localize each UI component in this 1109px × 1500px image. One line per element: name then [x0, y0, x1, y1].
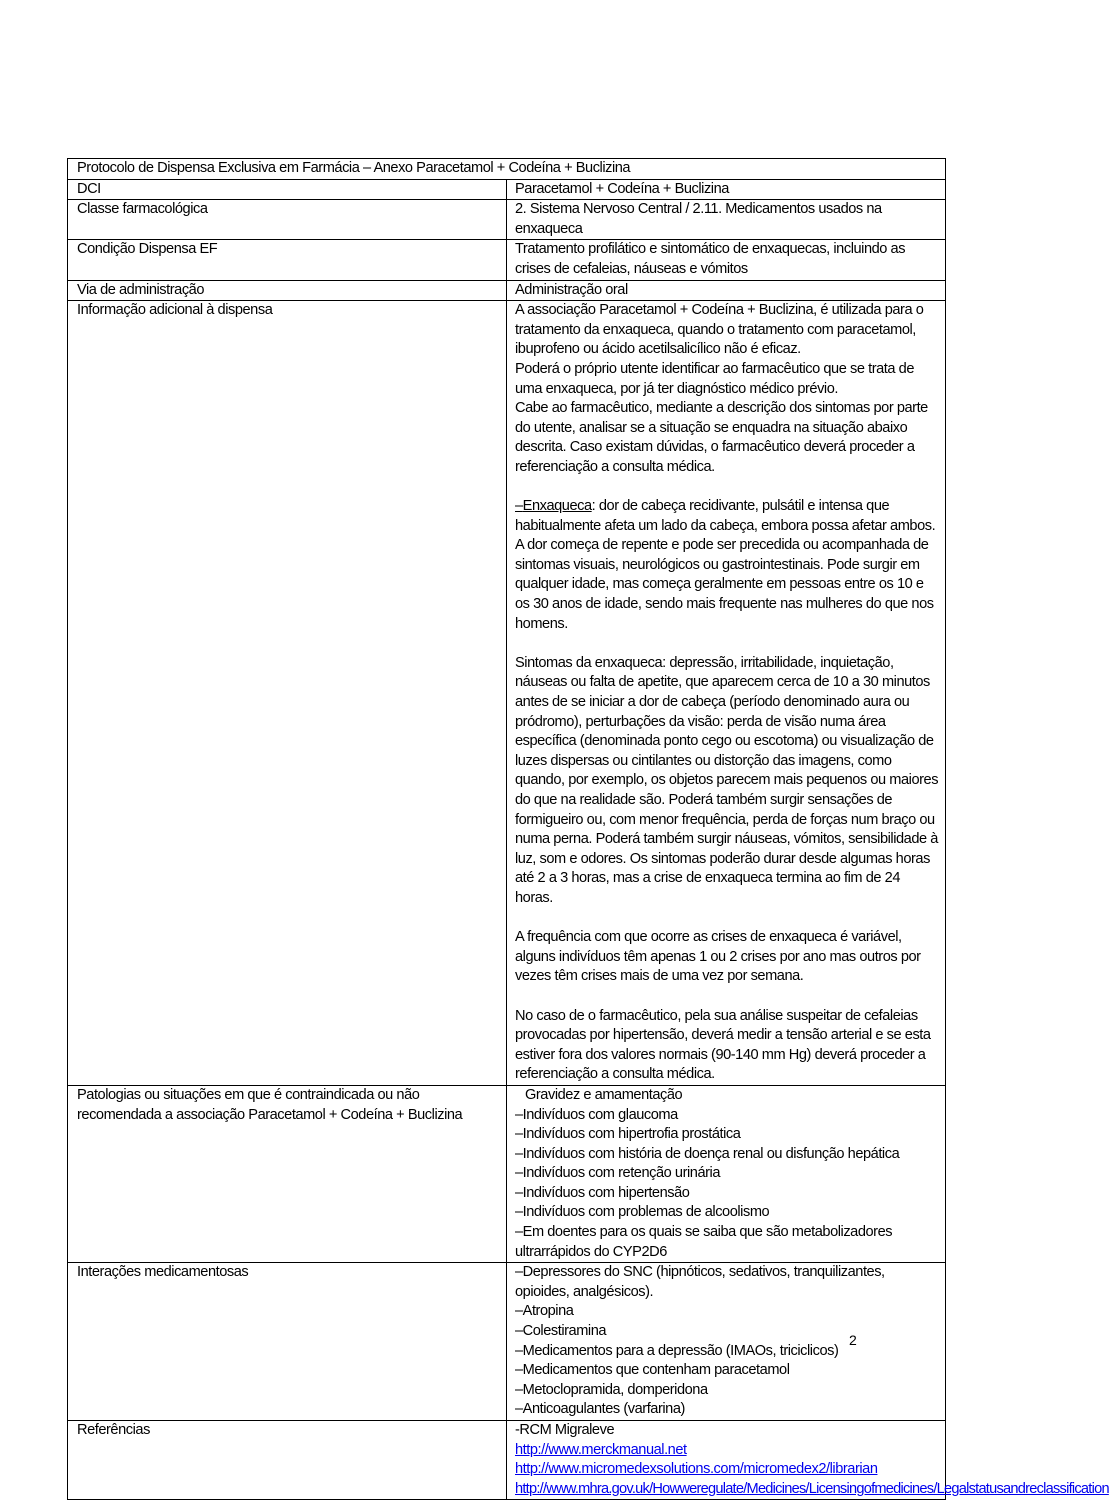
- row-label-dci: DCI: [68, 179, 507, 200]
- row-value-interacoes: [507, 1263, 946, 1421]
- list-item: –Colestiramina: [515, 1323, 607, 1340]
- reference-text: -RCM Migraleve: [515, 1422, 615, 1438]
- list-item: –Metoclopramida, domperidona: [515, 1381, 708, 1398]
- row-value-classe: 2. Sistema Nervoso Central / 2.11. Medicamentos usados na enxaqueca: [507, 200, 946, 240]
- info-paragraph-enxaqueca: [515, 497, 941, 634]
- page-number: 2: [849, 1332, 857, 1348]
- row-label-patologias: Patologias ou situações em que é contraindicada ou não recomendada a associação Paracetamol + Codeína + Buclizina: [68, 1085, 507, 1262]
- list-item: –Medicamentos que contenham paracetamol: [515, 1362, 790, 1379]
- protocol-table: [67, 158, 1109, 1500]
- info-paragraph-frequencia: A frequência com que ocorre as crises de enxaqueca é variável, alguns indivíduos têm apenas 1 ou 2 crises por ano mas outros por vezes têm crises mais de uma vez por semana.: [515, 929, 921, 985]
- row-label-via: Via de administração: [68, 280, 507, 301]
- table-row-referencias: [68, 1421, 946, 1500]
- row-label-referencias: Referências: [68, 1421, 507, 1500]
- row-label-interacoes: Interações medicamentosas: [68, 1263, 507, 1421]
- row-label-informacao: Informação adicional à dispensa: [68, 301, 507, 1086]
- list-item: –Atropina: [515, 1303, 574, 1320]
- table-title: Protocolo de Dispensa Exclusiva em Farmácia – Anexo Paracetamol + Codeína + Buclizina: [68, 159, 946, 180]
- paragraph-spacer: [515, 987, 941, 1007]
- reference-link-mhra[interactable]: http://www.mhra.gov.uk/Howweregulate/Medicines/Licensingofmedicines/Legalstatusandreclassification: [515, 1480, 1109, 1497]
- table-row-condicao: [68, 240, 946, 280]
- table-row-patologias: [68, 1085, 946, 1262]
- info-paragraph-hipertensao: No caso de o farmacêutico, pela sua análise suspeitar de cefaleias provocadas por hipertensão, deverá medir a tensão arterial e se esta estiver fora dos valores normais (90-140 mm Hg) deverá proceder a referenciação a consulta médica.: [515, 1007, 931, 1083]
- paragraph-spacer: [515, 634, 941, 654]
- info-paragraph-2: Poderá o próprio utente identificar ao farmacêutico que se trata de uma enxaqueca, por já ter diagnóstico médico prévio.: [515, 360, 915, 397]
- row-value-patologias: [507, 1085, 946, 1262]
- enxaqueca-term: Enxaqueca: [522, 498, 592, 515]
- row-value-dci: Paracetamol + Codeína + Buclizina: [507, 179, 946, 200]
- list-item: –Indivíduos com retenção urinária: [515, 1165, 720, 1182]
- table-row-classe: [68, 200, 946, 240]
- table-row-interacoes: [68, 1263, 946, 1421]
- list-item: –Medicamentos para a depressão (IMAOs, triciclicos): [515, 1342, 839, 1359]
- enxaqueca-prefix: –: [515, 498, 523, 515]
- row-label-classe: Classe farmacológica: [68, 200, 507, 240]
- row-value-via: Administração oral: [507, 280, 946, 301]
- reference-link-merck[interactable]: http://www.merckmanual.net: [515, 1441, 687, 1458]
- info-paragraph-sintomas: Sintomas da enxaqueca: depressão, irritabilidade, inquietação, náuseas ou falta de apetite, que aparecem cerca de 10 a 30 minutos antes de se iniciar a dor de cabeça (período denominado aura ou pródromo), perturbações da visão: perda de visão numa área específica (denominada ponto cego ou escotoma) ou visualização de luzes dispersas ou cintilantes ou distorção das imagens, como quando, por exemplo, os objetos parecem mais pequenos ou maiores do que na realidade são. Poderá também surgir sensações de formigueiro ou, com menor frequência, perda de forças num braço ou numa perna. Poderá também surgir náuseas, vómitos, sensibilidade à luz, som e odores. Os sintomas poderão durar desde algumas horas até 2 a 3 horas, mas a crise de enxaqueca termina ao fim de 24 horas.: [515, 654, 939, 906]
- row-value-condicao: Tratamento profilático e sintomático de enxaquecas, incluindo as crises de cefaleias, náuseas e vómitos: [507, 240, 946, 280]
- row-label-condicao: Condição Dispensa EF: [68, 240, 507, 280]
- list-item: Gravidez e amamentação: [525, 1086, 683, 1103]
- list-item: –Indivíduos com hipertrofia prostática: [515, 1126, 741, 1143]
- info-paragraph-3: Cabe ao farmacêutico, mediante a descrição dos sintomas por parte do utente, analisar se a situação se enquadra na situação abaixo descrita. Caso existam dúvidas, o farmacêutico deverá proceder a referenciação a consulta médica.: [515, 400, 928, 475]
- paragraph-spacer: [515, 909, 941, 929]
- list-item: –Indivíduos com glaucoma: [515, 1106, 678, 1123]
- table-title-row: [68, 159, 946, 180]
- table-row-via: [68, 280, 946, 301]
- info-paragraph-1: A associação Paracetamol + Codeína + Buclizina, é utilizada para o tratamento da enxaqueca, quando o tratamento com paracetamol, ibuprofeno ou ácido acetilsalicílico não é eficaz.: [515, 302, 924, 358]
- list-item: –Indivíduos com hipertensão: [515, 1184, 690, 1201]
- list-item: –Indivíduos com história de doença renal ou disfunção hepática: [515, 1145, 900, 1162]
- list-item: –Em doentes para os quais se saiba que são metabolizadores ultrarrápidos do CYP2D6: [515, 1224, 893, 1260]
- table-row-informacao: [68, 301, 946, 1086]
- paragraph-spacer: [515, 478, 941, 498]
- enxaqueca-definition: : dor de cabeça recidivante, pulsátil e intensa que habitualmente afeta um lado da cabeça, embora possa afetar ambos. A dor começa de repente e pode ser precedida ou acompanhada de sintomas visuais, neurológicos ou gastrointestinais. Pode surgir em qualquer idade, mas começa geralmente em pessoas entre os 10 e os 30 anos de idade, sendo mais frequente nas mulheres do que nos homens.: [515, 498, 936, 632]
- row-value-informacao: [507, 301, 946, 1086]
- row-value-referencias: [507, 1421, 1109, 1500]
- table-row-dci: [68, 179, 946, 200]
- reference-link-micromedex[interactable]: http://www.micromedexsolutions.com/micromedex2/librarian: [515, 1461, 878, 1478]
- list-item: –Indivíduos com problemas de alcoolismo: [515, 1204, 770, 1221]
- list-item: –Anticoagulantes (varfarina): [515, 1401, 685, 1418]
- list-item: –Depressores do SNC (hipnóticos, sedativos, tranquilizantes, opioides, analgésicos).: [515, 1264, 885, 1300]
